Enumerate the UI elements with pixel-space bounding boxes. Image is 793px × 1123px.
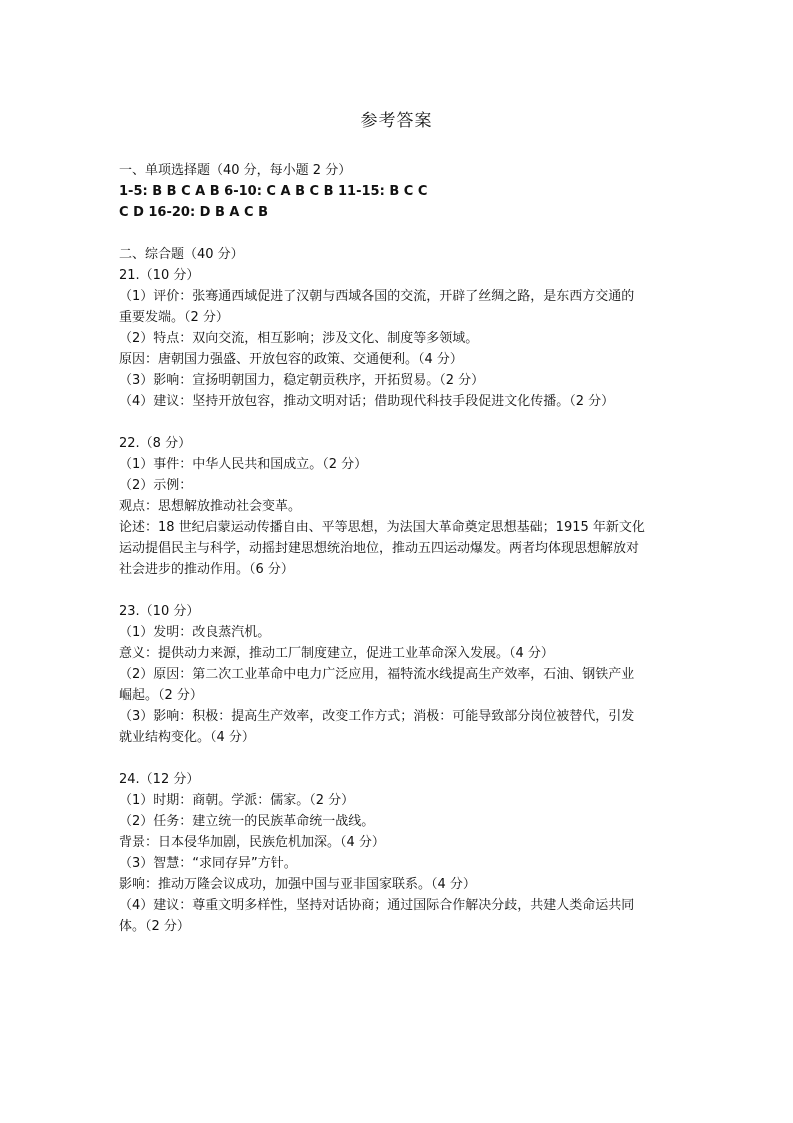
answer-content [119, 160, 679, 937]
q24-line: （1）时期：商朝。学派：儒家。（2 分） [119, 793, 355, 808]
q22-heading: 22.（8 分） [119, 436, 192, 451]
section-2-heading: 二、综合题（40 分） [119, 247, 244, 262]
q21-line: 原因：唐朝国力强盛、开放包容的政策、交通便利。（4 分） [119, 352, 463, 367]
q21-heading: 21.（10 分） [119, 268, 200, 283]
section-1-heading: 一、单项选择题（40 分，每小题 2 分） [119, 163, 352, 178]
q21-line: （2）特点：双向交流，相互影响；涉及文化、制度等多领域。 [119, 331, 479, 346]
page-title: 参考答案 [360, 111, 433, 131]
q23-line: （3）影响：积极：提高生产效率，改变工作方式；消极：可能导致部分岗位被替代，引发 [119, 709, 635, 724]
q22-line: （2）示例： [119, 478, 193, 493]
q23-line: 就业结构变化。（4 分） [119, 730, 255, 745]
q22-line: 论述：18 世纪启蒙运动传播自由、平等思想，为法国大革命奠定思想基础；1915 年新文化 [119, 520, 645, 535]
spacer [119, 748, 679, 769]
q23-line: （1）发明：改良蒸汽机。 [119, 625, 271, 640]
q24-line: （2）任务：建立统一的民族革命统一战线。 [119, 814, 375, 829]
q21-line: （4）建议：坚持开放包容，推动文明对话；借助现代科技手段促进文化传播。（2 分） [119, 394, 615, 409]
spacer [119, 223, 679, 244]
spacer [119, 580, 679, 601]
q24-line: 体。（2 分） [119, 919, 190, 934]
q24-line: （4）建议：尊重文明多样性，坚持对话协商；通过国际合作解决分歧，共建人类命运共同 [119, 898, 635, 913]
q23-line: （2）原因：第二次工业革命中电力广泛应用，福特流水线提高生产效率，石油、钢铁产业 [119, 667, 635, 682]
q21-line: （1）评价：张骞通西域促进了汉朝与西域各国的交流，开辟了丝绸之路，是东西方交通的 [119, 289, 635, 304]
q23-line: 意义：提供动力来源，推动工厂制度建立，促进工业革命深入发展。（4 分） [119, 646, 554, 661]
q22-line: 观点：思想解放推动社会变革。 [119, 499, 302, 514]
q24-line: 影响：推动万隆会议成功，加强中国与亚非国家联系。（4 分） [119, 877, 476, 892]
q24-heading: 24.（12 分） [119, 772, 200, 787]
q21-line: （3）影响：宣扬明朝国力，稳定朝贡秩序，开拓贸易。（2 分） [119, 373, 485, 388]
q23-heading: 23.（10 分） [119, 604, 200, 619]
q22-line: 运动提倡民主与科学，动摇封建思想统治地位，推动五四运动爆发。两者均体现思想解放对 [119, 541, 640, 556]
q22-line: 社会进步的推动作用。（6 分） [119, 562, 294, 577]
choice-answers-line-2: C D 16-20: D B A C B [119, 205, 268, 220]
q24-line: 背景：日本侵华加剧，民族危机加深。（4 分） [119, 835, 385, 850]
choice-answers-line-1: 1-5: B B C A B 6-10: C A B C B 11-15: B C C [119, 184, 428, 199]
q23-line: 崛起。（2 分） [119, 688, 203, 703]
q21-line: 重要发端。（2 分） [119, 310, 229, 325]
q24-line: （3）智慧：“求同存异”方针。 [119, 856, 297, 871]
q22-line: （1）事件：中华人民共和国成立。（2 分） [119, 457, 368, 472]
spacer [119, 412, 679, 433]
